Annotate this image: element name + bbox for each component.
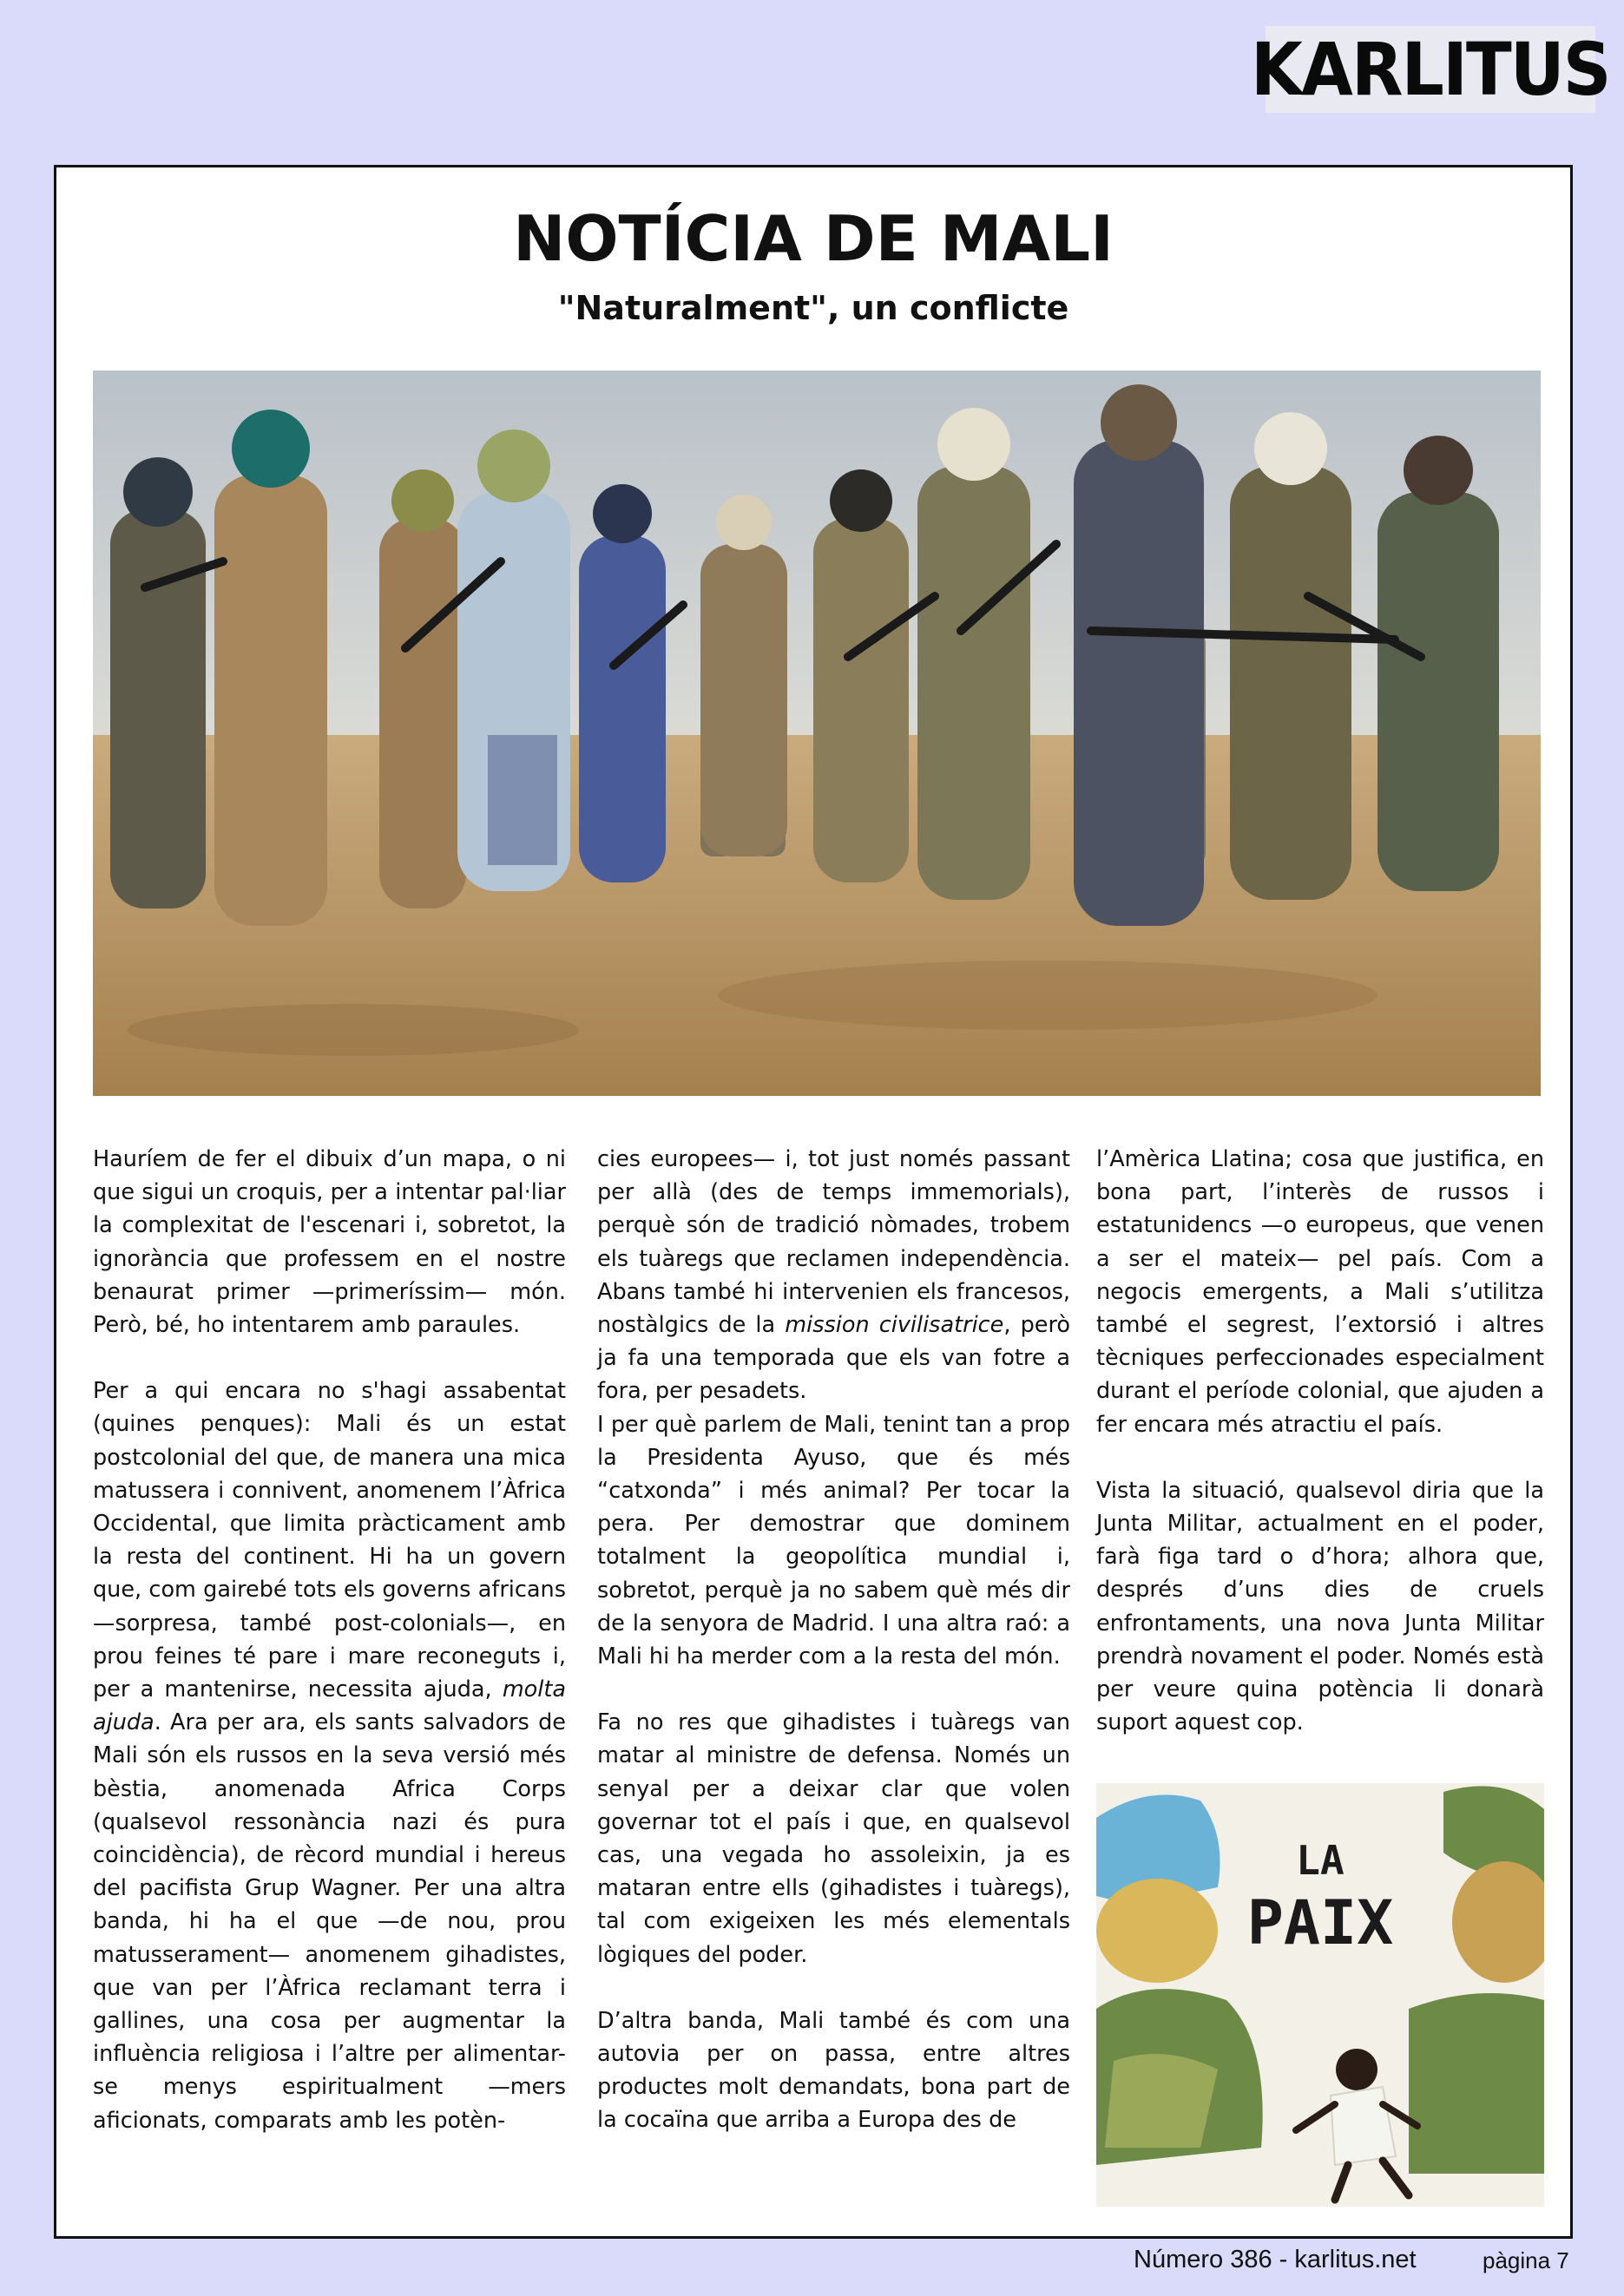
la-paix-mural-image [1096,1783,1544,2207]
paragraph-text: cies europees— i, tot just només passant per allà (des de temps immemorials), perquè són de tradició nòmades, trobem els tuàregs que reclamen independència. Abans també hi intervenien els francesos, nostàlgics de la [597,1146,1070,1339]
emphasis-text: molta ajuda [93,1676,566,1736]
article-column-3 [1096,1143,1544,1739]
paragraph: Vista la situació, qualsevol diria que la Junta Militar, actualment en el poder, farà figa tard o d’hora; alhora que, després d’uns dies de cruels enfrontaments, una nova Junta Militar prendrà novament el poder. Només està per veure quina potència li donarà suport aquest cop. [1096,1477,1544,1736]
armed-fighters-photo [93,371,1541,1096]
emphasis-text: mission civilisatrice [785,1312,1004,1339]
paragraph: I per què parlem de Mali, tenint tan a prop la Presidenta Ayuso, que és més “catxonda” i més animal? Per tocar la pera. Per demostrar que dominem totalment la geopolítica mundial i, sobretot, perquè ja no sabem què més dir de la senyora de Madrid. I una altra raó: a Mali hi ha merder com a la resta del món. [597,1411,1070,1670]
article-column-1 [93,1143,566,2137]
paragraph-text: Per a qui encara no s'hagi assabentat (quines penques): Mali és un estat postcolonial del que, de manera una mica matussera i connivent, anomenem l’Àfrica Occidental, que limita pràcticament amb la resta del continent. Hi ha un govern que, com gairebé tots els governs africans —sorpresa, també post-colonials—, en prou feines té pare i mare reconeguts i, per a mantenirse, necessita ajuda, [93,1378,566,1703]
paragraph: l’Amèrica Llatina; cosa que justifica, en bona part, l’interès de russos i estatunidencs —o europeus, que venen a ser el mateix— pel país. Com a negocis emergents, a Mali s’utilitza també el segrest, l’extorsió i altres tècniques perfeccionades especialment durant el període colonial, que ajuden a fer encara més atractiu el país. [1096,1146,1544,1438]
paragraph [597,1143,1070,1408]
poster-line-1: LA [1296,1837,1345,1884]
paragraph-text: . Ara per ara, els sants salvadors de Mali són els russos en la seva versió més bèstia, anomenada Africa Corps (qualsevol ressonància nazi és pura coincidència), de rècord mundial i hereus del pacifista Grup Wagner. Per una altra banda, hi ha el que —de nou, prou matusserament— anomenem gihadistes, que van per l’Àfrica reclamant terra i gallines, una cosa per augmentar la influència religiosa i l’altre per alimentar-se menys espiritualment —mers aficionats, comparats amb les potèn- [93,1709,566,2134]
paragraph: D’altra banda, Mali també és com una autovia per on passa, entre altres productes molt demandats, bona part de la cocaïna que arriba a Europa des de [597,2007,1070,2134]
masthead-logo-text: KARLITUS [1251,27,1610,112]
footer-issue: Número 386 - karlitus.net [1134,2246,1417,2273]
footer-page-number: pàgina 7 [1483,2247,1569,2273]
paragraph-text: , però ja fa una temporada que els van fotre a fora, per pesadets. [597,1312,1070,1405]
article-subtitle: "Naturalment", un conflicte [557,289,1069,327]
article-title: NOTÍCIA DE MALI [513,202,1114,275]
paragraph [93,1374,566,2137]
paragraph: Hauríem de fer el dibuix d’un mapa, o ni que sigui un croquis, per a intentar pal·liar la complexitat de l'escenari i, sobretot, la ignorància que professem en el nostre benaurat primer —primeríssim— món. Però, bé, ho intentarem amb paraules. [93,1146,566,1339]
masthead-logo [1251,26,1610,113]
article-column-2 [597,1143,1070,2137]
poster-line-2: PAIX [1246,1887,1394,1958]
paragraph: Fa no res que gihadistes i tuàregs van matar al ministre de defensa. Només un senyal per a deixar clar que volen governar tot el país i que, en qualsevol cas, una vegada ho assoleixin, ja es mataran entre ells (gihadistes i tuàregs), tal com exigeixen les més elementals lògiques del poder. [597,1709,1070,1968]
article-frame [54,165,1573,2239]
